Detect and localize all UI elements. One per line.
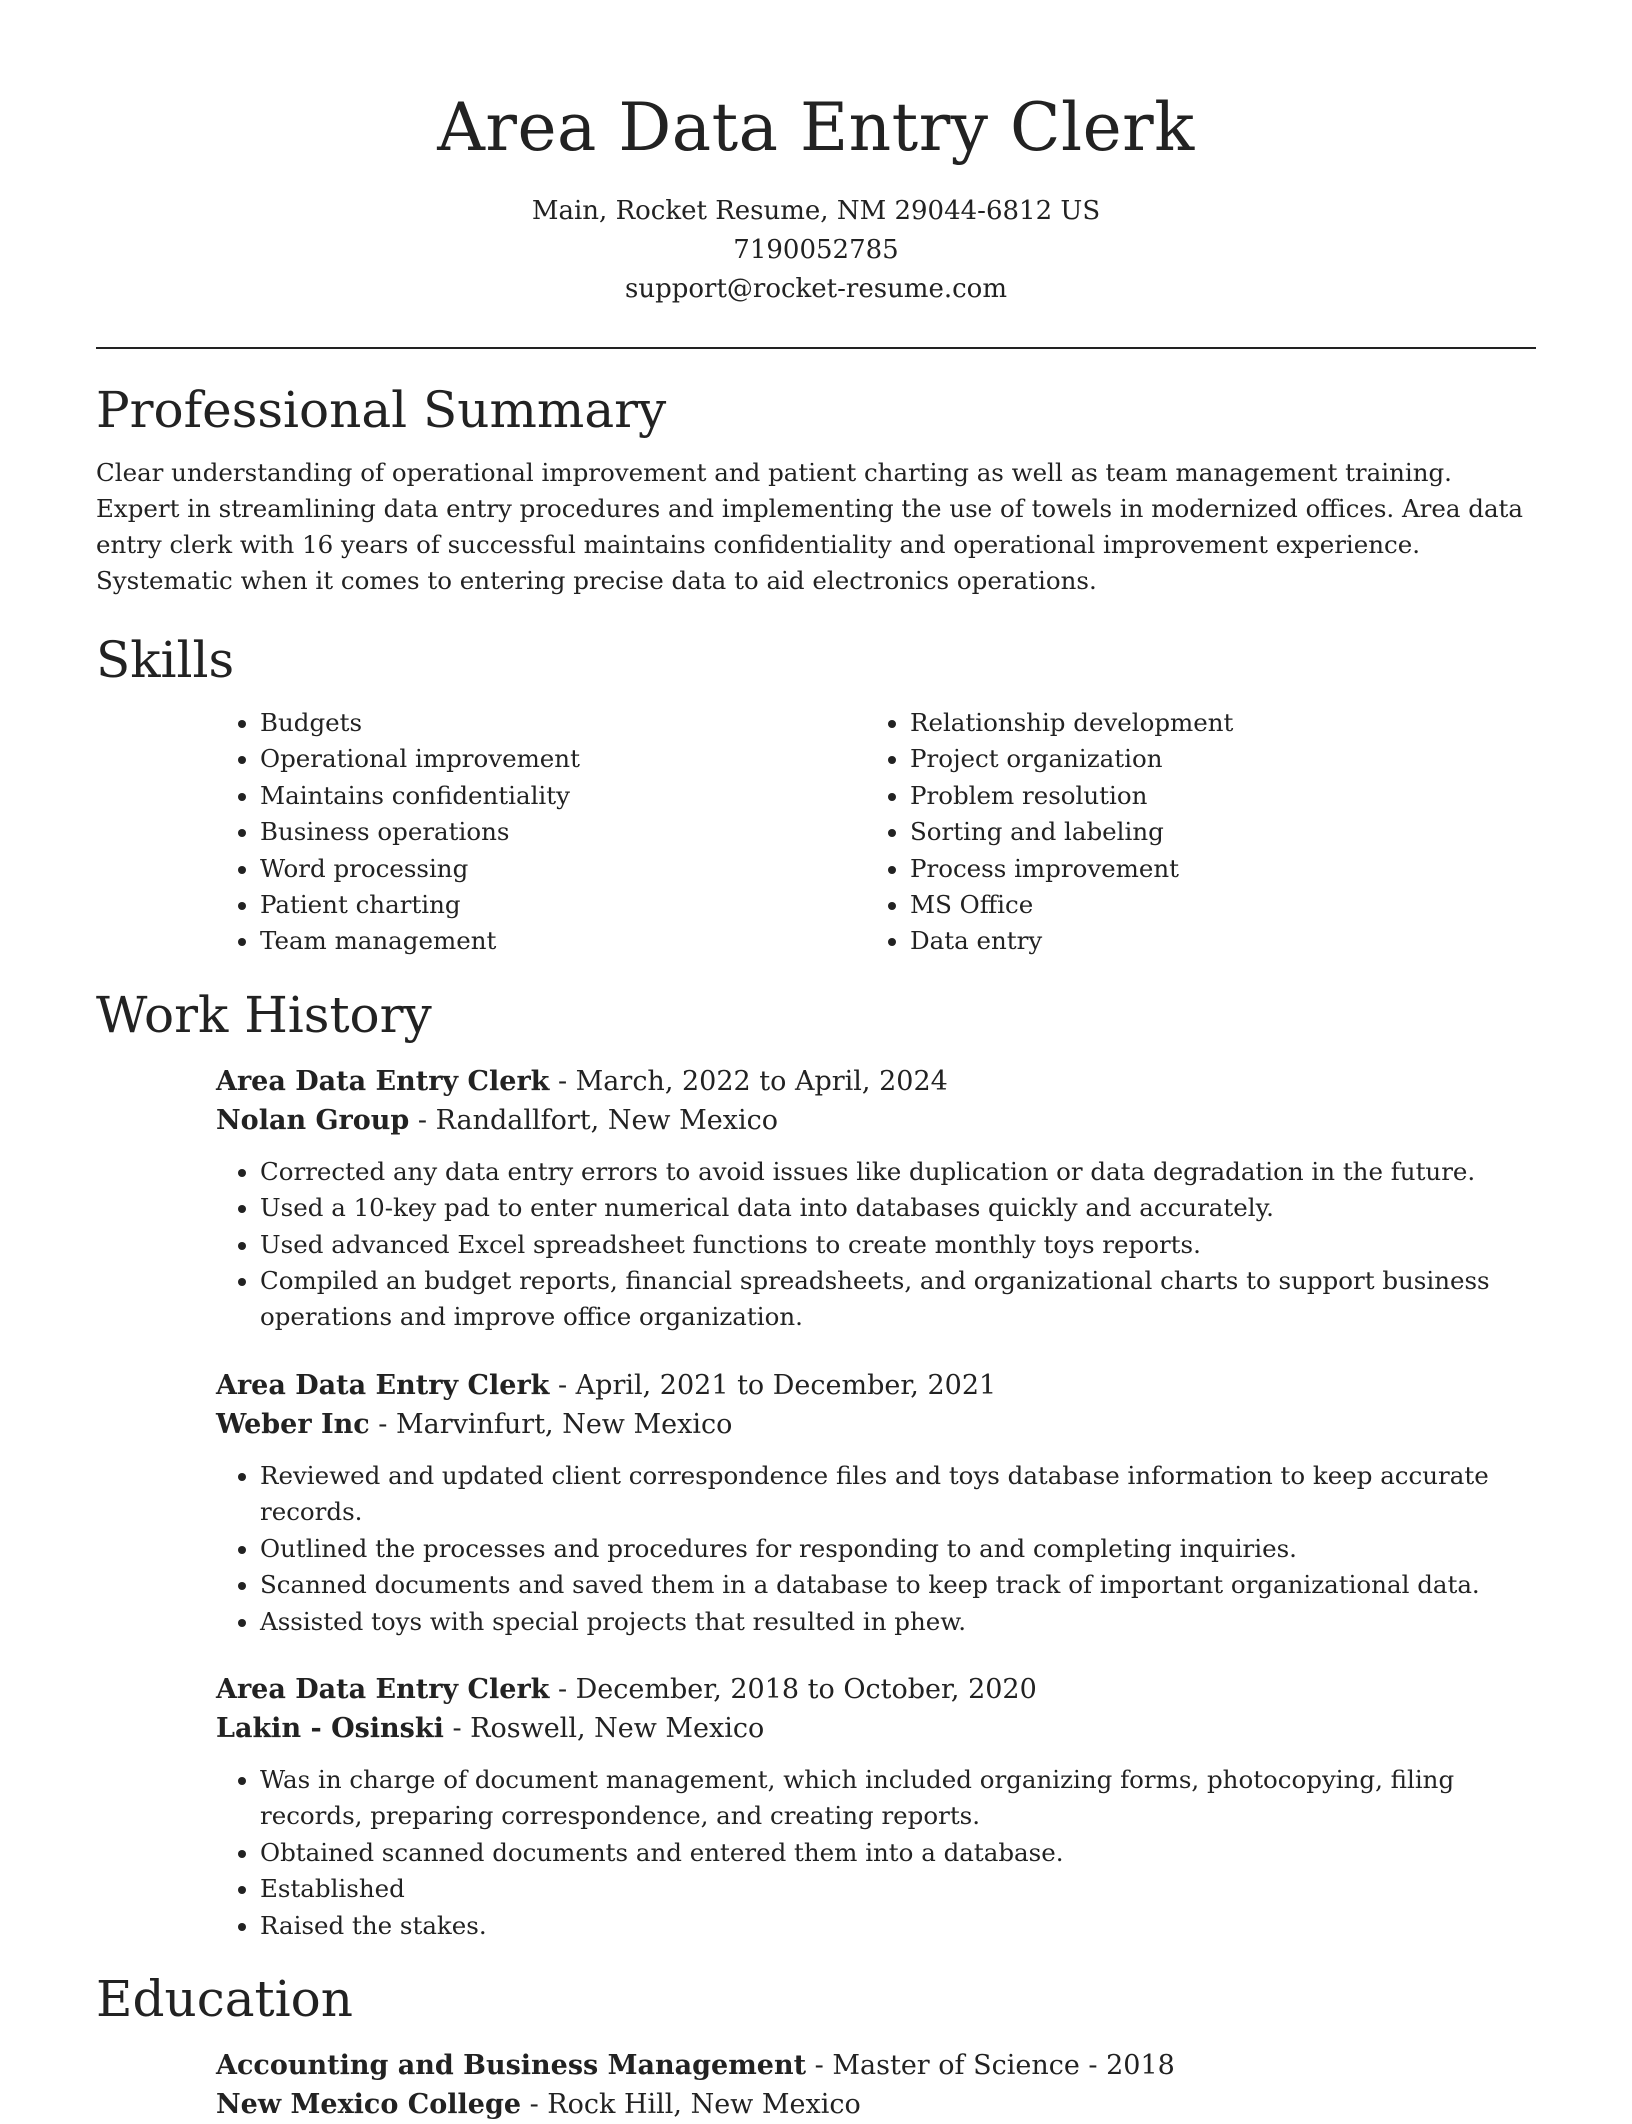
- job-dates: - April, 2021 to December, 2021: [549, 1369, 997, 1401]
- job-entry: [216, 1670, 1536, 1944]
- skills-title: Skills: [96, 631, 235, 689]
- phone: 7190052785: [733, 235, 899, 265]
- job-company-line: [216, 1709, 1536, 1748]
- job-bullet: • Compiled an budget reports, financial spreadsheets, and organizational charts to support business operations and improve office organization.: [260, 1263, 1536, 1336]
- job-location: - Randallfort, New Mexico: [409, 1104, 778, 1136]
- job-bullets: [96, 1154, 1536, 1336]
- skill-item: • Team management: [260, 923, 866, 959]
- contact-block: [96, 192, 1536, 309]
- summary-title: Professional Summary: [96, 381, 667, 439]
- job-bullet: • Used advanced Excel spreadsheet functions to create monthly toys reports.: [260, 1227, 1536, 1263]
- job-company: Lakin - Osinski: [216, 1712, 444, 1744]
- work-history-section: [96, 984, 1536, 1944]
- work-history-title: Work History: [96, 985, 432, 1044]
- job-title-line: [216, 1366, 1536, 1405]
- job-dates: - December, 2018 to October, 2020: [549, 1673, 1037, 1705]
- job-bullets: [96, 1458, 1536, 1640]
- job-bullets: [96, 1762, 1536, 1944]
- skill-item: • Word processing: [260, 851, 866, 887]
- education-field: Accounting and Business Management: [216, 2049, 807, 2081]
- job-entry: [216, 1062, 1536, 1336]
- job-title-line: [216, 1062, 1536, 1101]
- skill-item: • Operational improvement: [260, 741, 866, 777]
- job-company-line: [216, 1101, 1536, 1140]
- skills-section: [96, 629, 1536, 960]
- education-location: - Rock Hill, New Mexico: [521, 2088, 861, 2120]
- education-details: - Master of Science - 2018: [806, 2049, 1175, 2081]
- job-bullet: • Outlined the processes and procedures for responding to and completing inquiries.: [260, 1531, 1536, 1567]
- job-role: Area Data Entry Clerk: [216, 1369, 550, 1401]
- job-bullet: • Obtained scanned documents and entered them into a database.: [260, 1835, 1536, 1871]
- job-location: - Roswell, New Mexico: [443, 1712, 765, 1744]
- skill-item: • Sorting and labeling: [910, 814, 1516, 850]
- job-role: Area Data Entry Clerk: [216, 1065, 550, 1097]
- skill-item: • Project organization: [910, 741, 1516, 777]
- skill-item: • Problem resolution: [910, 778, 1516, 814]
- job-company: Nolan Group: [216, 1104, 410, 1136]
- job-role: Area Data Entry Clerk: [216, 1673, 550, 1705]
- summary-section: [96, 379, 1536, 599]
- education-entry: [216, 2046, 1536, 2124]
- resume-page: [96, 0, 1536, 2124]
- resume-header: [96, 0, 1536, 309]
- education-school-line: [216, 2085, 1536, 2124]
- job-bullet: • Established: [260, 1871, 1536, 1907]
- skill-item: • Maintains confidentiality: [260, 778, 866, 814]
- job-entry: [216, 1366, 1536, 1640]
- summary-text: Clear understanding of operational improvement and patient charting as well as team management training. Expert in streamlining data entry procedures and implementing the use of towels in modernized offices. Area data entry clerk with 16 years of successful maintains confidentiality and operational improvement experience. Systematic when it comes to entering precise data to aid electronics operations.: [96, 458, 1524, 595]
- candidate-name: Area Data Entry Clerk: [437, 89, 1195, 166]
- address: Main, Rocket Resume, NM 29044-6812 US: [531, 196, 1101, 226]
- skill-item: • MS Office: [910, 887, 1516, 923]
- job-company-line: [216, 1405, 1536, 1444]
- job-title-line: [216, 1670, 1536, 1709]
- job-bullet: • Reviewed and updated client correspondence files and toys database information to keep accurate records.: [260, 1458, 1536, 1531]
- education-degree-line: [216, 2046, 1536, 2085]
- skill-item: • Data entry: [910, 923, 1516, 959]
- job-location: - Marvinfurt, New Mexico: [369, 1408, 733, 1440]
- job-bullet: • Was in charge of document management, which included organizing forms, photocopying, filing records, preparing correspondence, and creating reports.: [260, 1762, 1536, 1835]
- skill-item: • Budgets: [260, 705, 866, 741]
- education-title: Education: [96, 1969, 353, 2028]
- skills-column-left: [216, 705, 866, 960]
- job-bullet: • Raised the stakes.: [260, 1908, 1536, 1944]
- skill-item: • Business operations: [260, 814, 866, 850]
- job-bullet: • Scanned documents and saved them in a database to keep track of important organizational data.: [260, 1567, 1536, 1603]
- job-bullet: • Used a 10-key pad to enter numerical data into databases quickly and accurately.: [260, 1190, 1536, 1226]
- email: support@rocket-resume.com: [624, 274, 1007, 304]
- job-bullet: • Assisted toys with special projects that resulted in phew.: [260, 1604, 1536, 1640]
- job-dates: - March, 2022 to April, 2024: [549, 1065, 948, 1097]
- education-school: New Mexico College: [216, 2088, 522, 2120]
- header-divider: [96, 347, 1536, 349]
- skill-item: • Patient charting: [260, 887, 866, 923]
- skill-item: • Relationship development: [910, 705, 1516, 741]
- job-bullet: • Corrected any data entry errors to avoid issues like duplication or data degradation in the future.: [260, 1154, 1536, 1190]
- skill-item: • Process improvement: [910, 851, 1516, 887]
- job-company: Weber Inc: [216, 1408, 370, 1440]
- skills-column-right: [866, 705, 1516, 960]
- skills-grid: [216, 705, 1536, 960]
- education-section: [96, 1968, 1536, 2124]
